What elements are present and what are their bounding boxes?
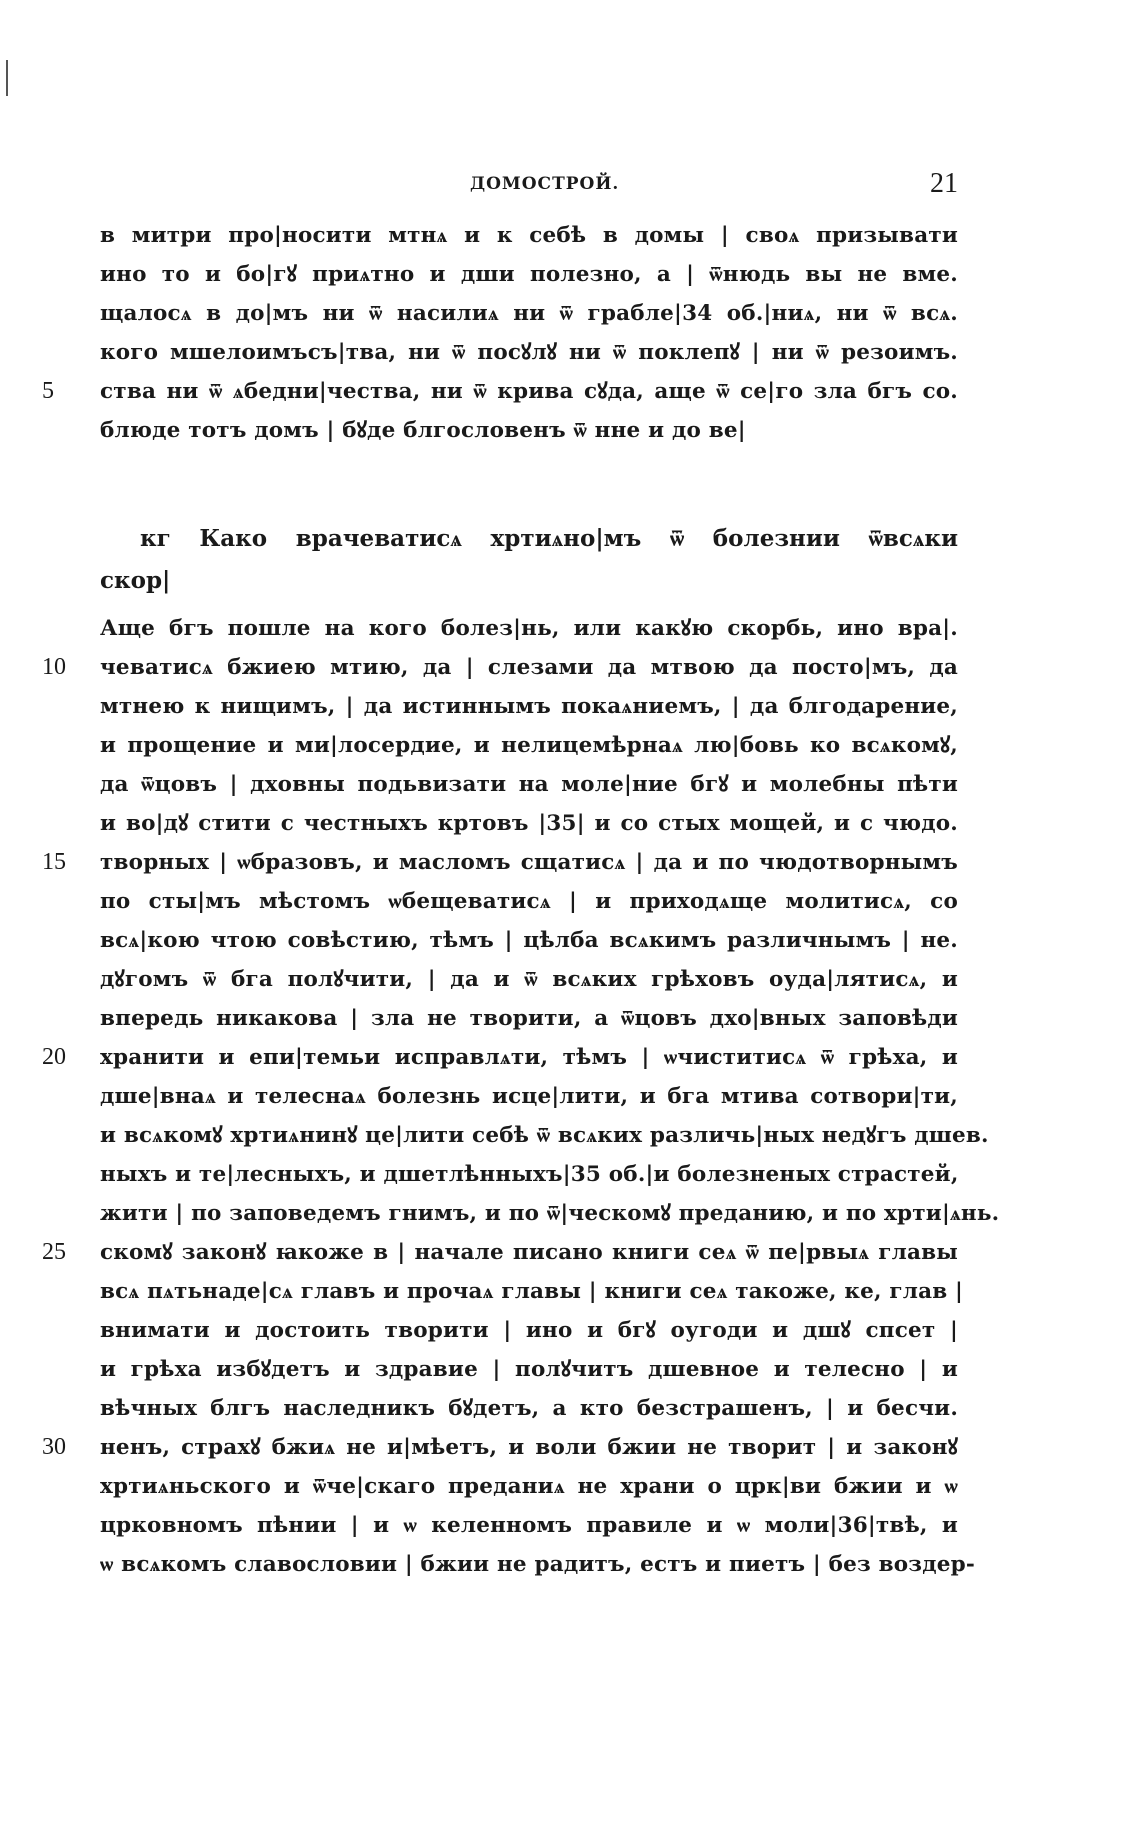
heading-line (100, 518, 958, 560)
line-text: хртиѧньского и ѿче|скаго преданиѧ не храни о црк|ви бжии и ѡ (100, 1474, 958, 1499)
line-text: всѧ|кою чтою совѣстию, тѣмъ | цѣлба всѧкимъ различнымъ | не. (100, 928, 958, 953)
line-number: 15 (42, 849, 66, 875)
line-text: црковномъ пѣнии | и ѡ келенномъ правиле и ѡ моли|36|твѣ, и (100, 1513, 958, 1538)
heading-text: кг Како врачеватисѧ хртиѧно|мъ ѿ болезнии ѿвсѧки (140, 525, 958, 552)
line-number: 25 (42, 1239, 66, 1265)
text-line (100, 882, 958, 921)
chapter-heading (100, 518, 958, 602)
text-line (100, 1311, 958, 1350)
text-line (100, 1389, 958, 1428)
line-text: жити | по заповедемъ гнимъ, и по ѿ|ческомꙋ преданию, и по хрти|ѧнь. (100, 1201, 1000, 1226)
line-text: творных | ѡбразовъ, и масломъ сщатисѧ | да и по чюдотворнымъ (100, 850, 958, 875)
running-title: ДОМОСТРОЙ. (470, 174, 620, 194)
paragraph-1 (42, 216, 958, 450)
text-line (100, 765, 958, 804)
text-line (100, 411, 958, 450)
line-text: кого мшелоимъсъ|тва, ни ѿ посꙋлꙋ ни ѿ поклепꙋ | ни ѿ резоимъ. (100, 340, 958, 365)
line-number: 30 (42, 1434, 66, 1460)
text-line (100, 1506, 958, 1545)
line-text: и во|дꙋ стити с честныхъ кртовъ |35| и со стых мощей, и с чюдо. (100, 811, 958, 836)
heading-text: скор| (100, 567, 171, 594)
line-text: в митри про|носити мтнѧ и к себѣ в домы | своѧ призывати (100, 223, 958, 248)
line-text: скомꙋ законꙋ ꙗкоже в | начале писано книги сеѧ ѿ пе|рвыѧ главы (100, 1240, 958, 1265)
page-header (100, 168, 958, 208)
line-text: щалосѧ в до|мъ ни ѿ насилиѧ ни ѿ грабле|34 об.|ниѧ, ни ѿ всѧ. (100, 301, 958, 326)
line-text: чеватисѧ бжиею мтию, да | слезами да мтвою да посто|мъ, да (100, 655, 958, 680)
line-text: блюде тотъ домъ | бꙋде блгословенъ ѿ нне и до ве| (100, 418, 746, 443)
text-line (42, 1233, 958, 1272)
line-text: впередь никакова | зла не творити, а ѿцовъ дхо|вных заповѣди (100, 1006, 958, 1031)
line-number: 20 (42, 1044, 66, 1070)
text-line (100, 294, 958, 333)
line-text: и грѣха избꙋдетъ и здравие | полꙋчитъ дшевное и телесно | и (100, 1357, 958, 1382)
line-text: дше|внаѧ и телеснаѧ болезнь исце|лити, и бга мтива сотвори|ти, (100, 1084, 958, 1109)
text-line (100, 1350, 958, 1389)
text-line (100, 1116, 989, 1155)
text-line (100, 216, 958, 255)
text-line (100, 960, 958, 999)
text-line (100, 333, 958, 372)
line-text: да ѿцовъ | дховны подьвизати на моле|ние бгꙋ и молебны пѣти (100, 772, 958, 797)
text-line (100, 804, 958, 843)
line-text: и прощение и ми|лосердие, и нелицемѣрнаѧ лю|бовь ко всѧкомꙋ, (100, 733, 958, 758)
paragraph-2 (42, 609, 1000, 1584)
line-text: ныхъ и те|лесныхъ, и дшетлѣнныхъ|35 об.|и болезненых страстей, (100, 1162, 959, 1187)
line-text: дꙋгомъ ѿ бга полꙋчити, | да и ѿ всѧких грѣховъ оуда|лятисѧ, и (100, 967, 958, 992)
line-number: 5 (42, 378, 54, 404)
line-text: вѣчных блгъ наследникъ бꙋдетъ, а кто безстрашенъ, | и бесчи. (100, 1396, 958, 1421)
text-line (100, 726, 958, 765)
text-line (100, 1077, 958, 1116)
line-number: 10 (42, 654, 66, 680)
heading-line (100, 560, 958, 602)
line-text: внимати и достоить творити | ино и бгꙋ оугоди и дшꙋ спсет | (100, 1318, 958, 1343)
line-text: ства ни ѿ ѧбедни|чества, ни ѿ крива сꙋда, аще ѿ се|го зла бгъ со. (100, 379, 958, 404)
text-line (100, 687, 958, 726)
line-text: ненъ, страхꙋ бжиѧ не и|мѣетъ, и воли бжии не творит | и законꙋ (100, 1435, 958, 1460)
text-line (42, 843, 958, 882)
line-text: мтнею к нищимъ, | да истиннымъ покаѧниемъ, | да блгодарение, (100, 694, 958, 719)
text-line (100, 1467, 958, 1506)
line-text: Аще бгъ пошле на кого болез|нь, или какꙋю скорбь, ино вра|. (100, 616, 958, 641)
line-text: всѧ пѧтьнаде|сѧ главъ и прочаѧ главы | книги сеѧ такоже, ке, глав | (100, 1279, 964, 1304)
text-line (42, 648, 958, 687)
line-text: и всѧкомꙋ хртиѧнинꙋ це|лити себѣ ѿ всѧких различь|ных недꙋгъ дшев. (100, 1123, 989, 1148)
text-line (42, 1428, 958, 1467)
text-line (100, 255, 958, 294)
text-line (42, 372, 958, 411)
line-text: ино то и бо|гꙋ приѧтно и дши полезно, а | ѿнюдь вы не вме. (100, 262, 958, 287)
text-line (100, 1545, 975, 1584)
text-line (100, 609, 958, 648)
page-number: 21 (930, 168, 958, 199)
text-line (100, 999, 958, 1038)
line-text: хранити и епи|темьи исправлѧти, тѣмъ | ѡчиститисѧ ѿ грѣха, и (100, 1045, 958, 1070)
text-line (100, 1272, 964, 1311)
text-line (100, 921, 958, 960)
scan-margin-mark (6, 60, 8, 96)
text-line (42, 1038, 958, 1077)
line-text: по сты|мъ мѣстомъ ѡбещеватисѧ | и приходѧще молитисѧ, со (100, 889, 958, 914)
line-text: ѡ всѧкомъ славословии | бжии не радитъ, естъ и пиетъ | без воздер- (100, 1552, 975, 1577)
text-line (100, 1155, 958, 1194)
text-line (100, 1194, 1000, 1233)
